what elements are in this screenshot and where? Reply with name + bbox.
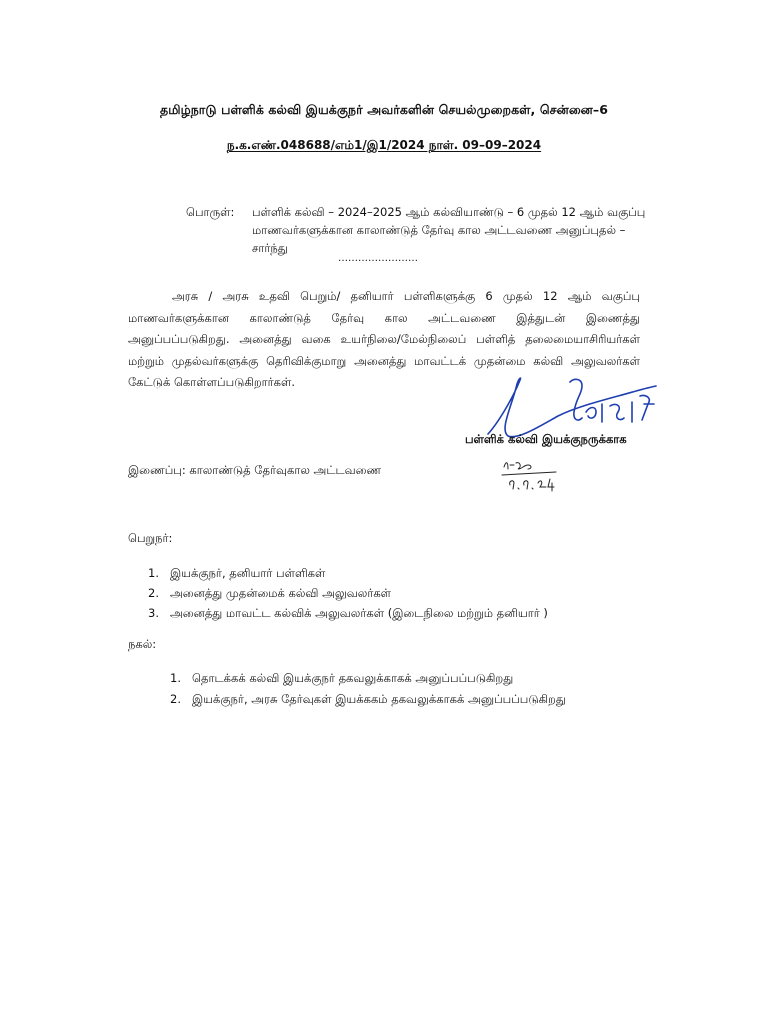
reference-number: ந.க.எண்.048688/எம்1/இ1/2024 நாள். 09–09–2024 <box>226 138 542 152</box>
list-item-text: தொடக்கக் கல்வி இயக்குநர் தகவலுக்காகக் அனுப்பப்படுகிறது <box>192 671 514 685</box>
copy-to-list <box>170 668 566 710</box>
copy-to-title: நகல்: <box>128 637 157 651</box>
list-item-number: 3. <box>148 606 159 620</box>
recipients-title: பெறுநர்: <box>128 531 173 545</box>
list-item-number: 2. <box>148 586 159 600</box>
body-paragraph: அரசு / அரசு உதவி பெறும்/ தனியார் பள்ளிகளுக்கு 6 முதல் 12 ஆம் வகுப்பு மாணவர்களுக்கான காலாண்டுத் தேர்வு கால அட்டவணை இத்துடன் இணைத்து அனுப்பப்படுகிறது. அனைத்து வகை உயர்நிலை/மேல்நிலைப் பள்ளித் தலைமையாசிரியர்கள் மற்றும் முதல்வர்களுக்கு தெரிவிக்குமாறு அனைத்து மாவட்டக் முதன்மை கல்வி அலுவலர்கள் கேட்டுக் கொள்ளப்படுகிறார்கள். <box>128 289 640 389</box>
list-item <box>170 689 566 710</box>
subject-block <box>186 203 656 257</box>
enclosure-line: இணைப்பு: காலாண்டுத் தேர்வுகால அட்டவணை <box>128 463 382 477</box>
list-item-number: 2. <box>170 692 181 706</box>
subject-label: பொருள்: <box>186 205 235 219</box>
recipients-list <box>148 563 548 623</box>
list-item-text: அனைத்து முதன்மைக் கல்வி அலுவலர்கள் <box>170 586 392 600</box>
subject-text: பள்ளிக் கல்வி – 2024–2025 ஆம் கல்வியாண்டு – 6 முதல் 12 ஆம் வகுப்பு மாணவர்களுக்கான காலாண்டுத் தேர்வு கால அட்டவணை அனுப்புதல் – சார்ந்து <box>252 205 646 255</box>
list-item-number: 1. <box>170 671 181 685</box>
list-item <box>148 603 548 623</box>
handwritten-initials <box>498 455 568 495</box>
list-item <box>148 563 548 583</box>
list-item <box>170 668 566 689</box>
list-item-text: இயக்குநர், அரசு தேர்வுகள் இயக்ககம் தகவலுக்காகக் அனுப்பப்படுகிறது <box>192 692 566 706</box>
list-item-text: அனைத்து மாவட்ட கல்விக் அலுவலர்கள் (இடைநிலை மற்றும் தனியார் ) <box>170 606 548 620</box>
signature-caption: பள்ளிக் கல்வி இயக்குநருக்காக <box>465 432 627 446</box>
reference-number-line <box>0 138 768 154</box>
list-item <box>148 583 548 603</box>
list-item-number: 1. <box>148 566 159 580</box>
list-item-text: இயக்குநர், தனியார் பள்ளிகள் <box>170 566 326 580</box>
subject-separator: …………………… <box>338 253 418 264</box>
document-header-title: தமிழ்நாடு பள்ளிக் கல்வி இயக்குநர் அவர்களின் செயல்முறைகள், சென்னை–6 <box>159 102 609 117</box>
